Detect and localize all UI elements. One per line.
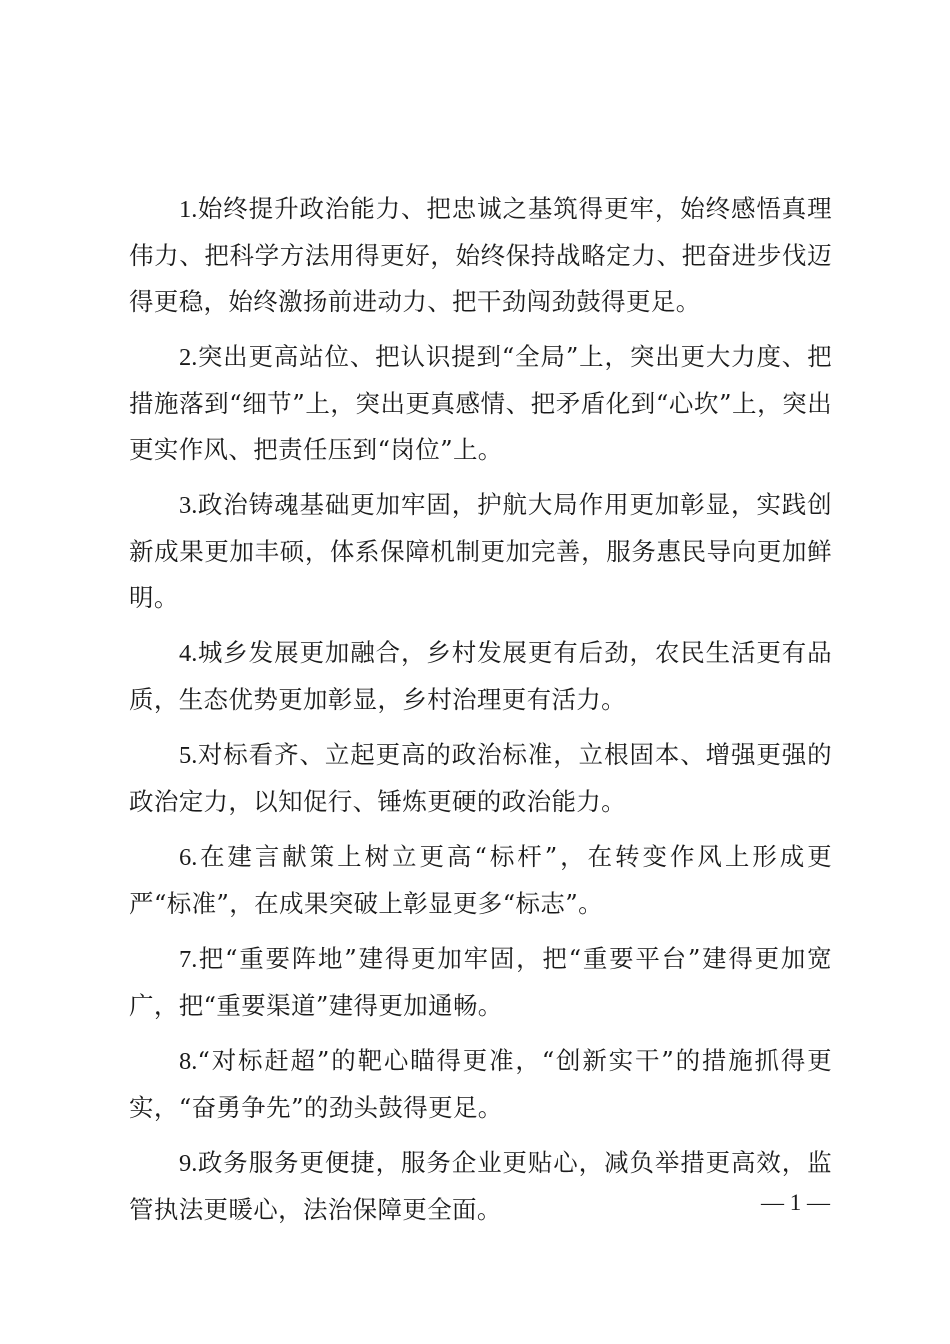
paragraph-5	[129, 732, 832, 825]
paragraph-number: 4.	[179, 640, 198, 667]
paragraph-4	[129, 630, 832, 723]
paragraph-text: 城乡发展更加融合，乡村发展更有后劲，农民生活更有品质，生态优势更加彰显，乡村治理更有活力。	[129, 638, 832, 714]
paragraph-text: 政务服务更便捷，服务企业更贴心，减负举措更高效，监管执法更暖心，法治保障更全面。	[129, 1148, 832, 1224]
paragraph-number: 8.	[179, 1048, 198, 1075]
paragraph-3	[129, 482, 832, 621]
paragraph-number: 6.	[179, 844, 198, 871]
paragraph-number: 9.	[179, 1150, 198, 1177]
paragraph-text: 始终提升政治能力、把忠诚之基筑得更牢，始终感悟真理伟力、把科学方法用得更好，始终保持战略定力、把奋进步伐迈得更稳，始终激扬前进动力、把干劲闯劲鼓得更足。	[129, 194, 832, 316]
paragraph-number: 3.	[179, 492, 198, 519]
paragraph-number: 7.	[179, 946, 198, 973]
paragraph-number: 1.	[179, 196, 198, 223]
paragraph-8	[129, 1038, 832, 1131]
page-number: — 1 —	[761, 1190, 830, 1215]
document-body	[129, 186, 832, 1242]
paragraph-6	[129, 834, 832, 927]
paragraph-text: 对标看齐、立起更高的政治标准，立根固本、增强更强的政治定力，以知促行、锤炼更硬的政治能力。	[129, 740, 832, 816]
paragraph-text: 突出更高站位、把认识提到“全局”上，突出更大力度、把措施落到“细节”上，突出更真感情、把矛盾化到“心坎”上，突出更实作风、把责任压到“岗位”上。	[129, 342, 832, 464]
paragraph-text: “对标赶超”的靶心瞄得更准，“创新实干”的措施抓得更实，“奋勇争先”的劲头鼓得更足。	[129, 1046, 832, 1122]
paragraph-text: 政治铸魂基础更加牢固，护航大局作用更加彰显，实践创新成果更加丰硕，体系保障机制更加完善，服务惠民导向更加鲜明。	[129, 490, 832, 612]
paragraph-9	[129, 1140, 832, 1233]
paragraph-7	[129, 936, 832, 1029]
paragraph-1	[129, 186, 832, 325]
paragraph-text: 把“重要阵地”建得更加牢固，把“重要平台”建得更加宽广，把“重要渠道”建得更加通畅。	[129, 944, 832, 1020]
paragraph-number: 5.	[179, 742, 198, 769]
paragraph-2	[129, 334, 832, 473]
paragraph-text: 在建言献策上树立更高“标杆”，在转变作风上形成更严“标准”，在成果突破上彰显更多“标志”。	[129, 842, 832, 918]
paragraph-number: 2.	[179, 344, 198, 371]
